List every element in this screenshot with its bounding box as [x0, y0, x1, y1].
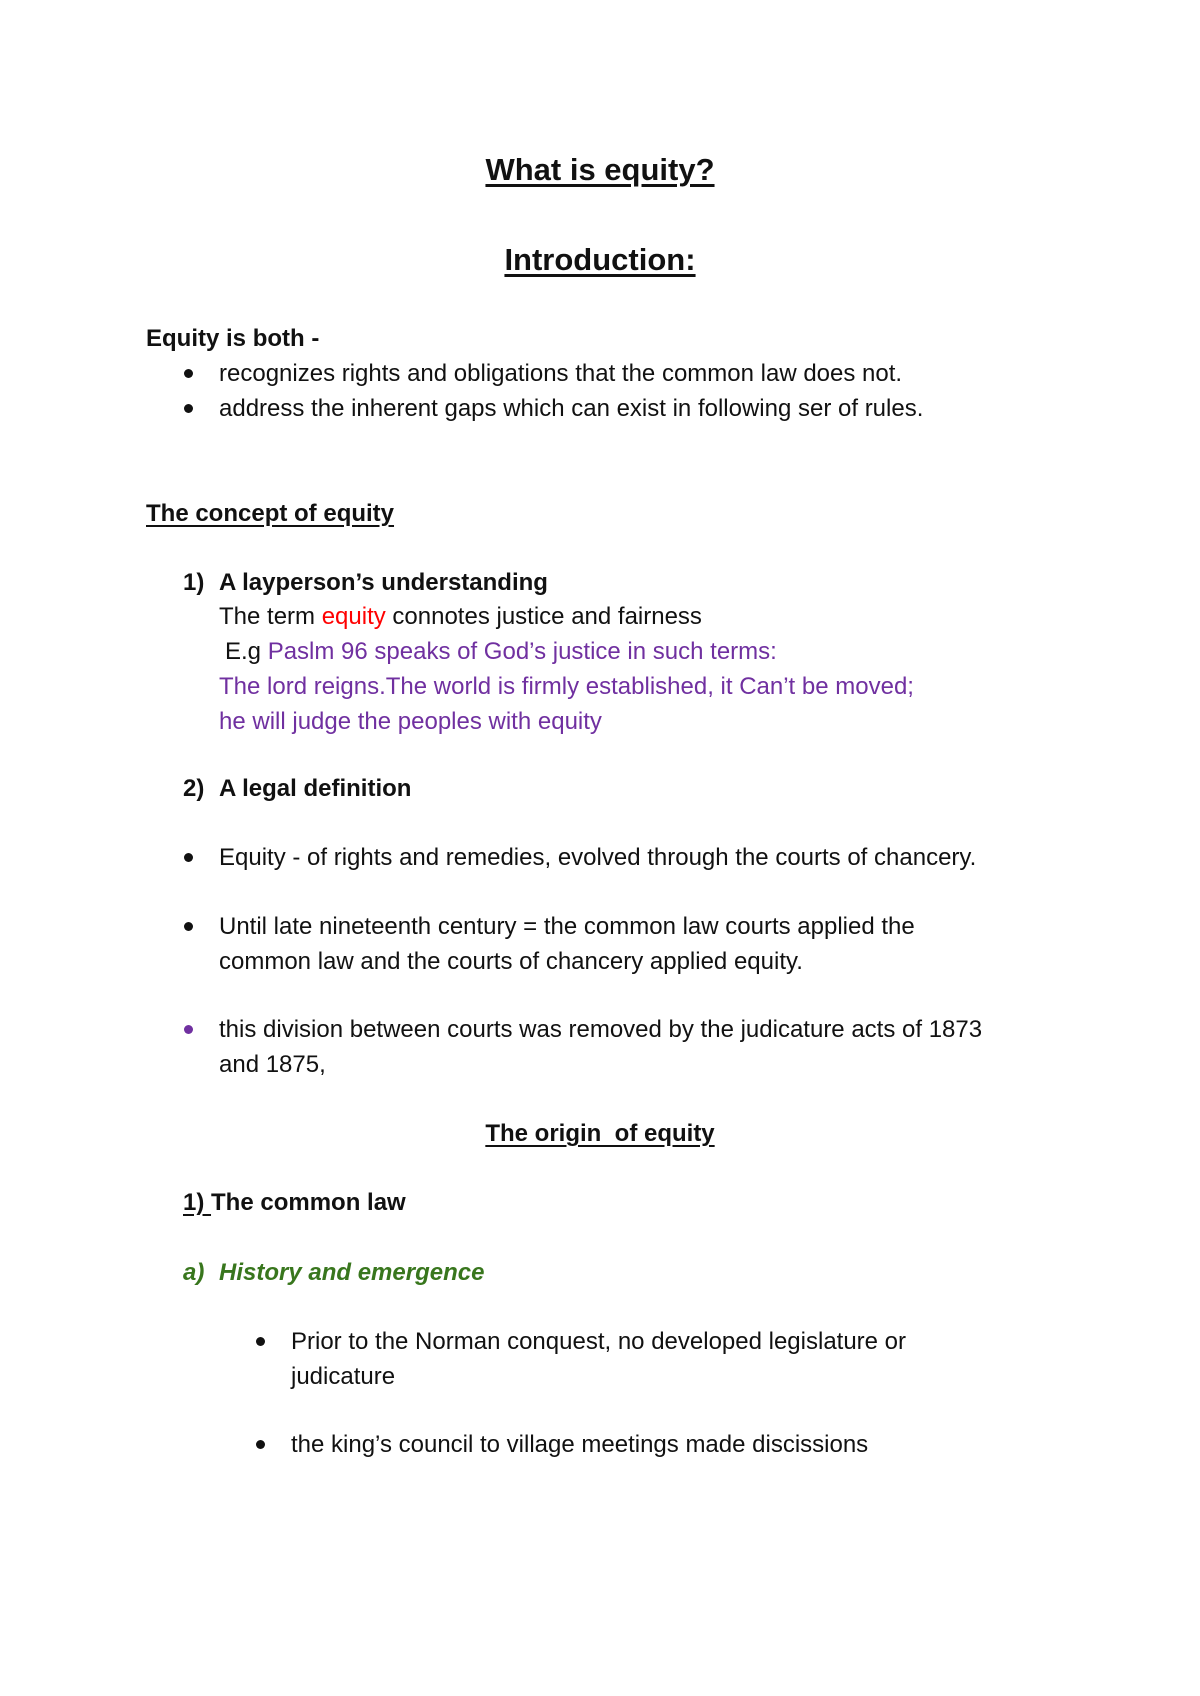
example-line: [225, 640, 777, 664]
concept-heading: The concept of equity: [146, 500, 395, 527]
example-text: Paslm 96 speaks of God’s justice in such terms:: [267, 638, 777, 665]
legal-heading: A legal definition: [219, 775, 412, 802]
history-label: a): [183, 1259, 205, 1286]
layperson-number: 1): [183, 569, 205, 596]
layperson-line: [219, 605, 702, 629]
common-law-line: [183, 1191, 406, 1215]
bullet-icon: [184, 369, 193, 378]
bullet-icon: [184, 404, 193, 413]
psalm-quote-2: he will judge the peoples with equity: [219, 708, 602, 735]
legal-bullet-2-line-2: common law and the courts of chancery applied equity.: [219, 948, 803, 975]
bullet-icon: [256, 1337, 265, 1346]
page-title: What is equity?: [485, 152, 715, 187]
psalm-quote-1: The lord reigns.The world is firmly established, it Can’t be moved;: [219, 673, 914, 700]
common-law-number: 1): [183, 1189, 212, 1216]
intro-bullet-1: recognizes rights and obligations that the common law does not.: [219, 360, 903, 387]
history-bullet-1-line-1: Prior to the Norman conquest, no developed legislature or: [291, 1328, 907, 1355]
history-bullet-2: the king’s council to village meetings made discissions: [291, 1431, 869, 1458]
legal-bullet-3-line-1: this division between courts was removed by the judicature acts of 1873: [219, 1016, 983, 1043]
origin-heading: The origin of equity: [485, 1120, 715, 1147]
common-law-heading: The common law: [211, 1189, 406, 1216]
legal-bullet-1: Equity - of rights and remedies, evolved through the courts of chancery.: [219, 844, 977, 871]
bullet-icon: [256, 1440, 265, 1449]
equity-keyword: equity: [321, 603, 386, 630]
bullet-icon: [184, 1025, 193, 1034]
bullet-icon: [184, 853, 193, 862]
legal-bullet-2-line-1: Until late nineteenth century = the common law courts applied the: [219, 913, 915, 940]
introduction-heading: Introduction:: [504, 242, 696, 277]
history-bullet-1-line-2: judicature: [291, 1363, 396, 1390]
history-heading: History and emergence: [219, 1259, 485, 1286]
layperson-heading: A layperson’s understanding: [219, 569, 548, 596]
layperson-line-pre: The term: [219, 603, 322, 630]
bullet-icon: [184, 922, 193, 931]
layperson-line-post: connotes justice and fairness: [385, 603, 702, 630]
legal-number: 2): [183, 775, 205, 802]
legal-bullet-3-line-2: and 1875,: [219, 1051, 326, 1078]
equity-both-label: Equity is both -: [146, 325, 320, 352]
example-prefix: E.g: [225, 638, 268, 665]
intro-bullet-2: address the inherent gaps which can exist in following ser of rules.: [219, 395, 924, 422]
